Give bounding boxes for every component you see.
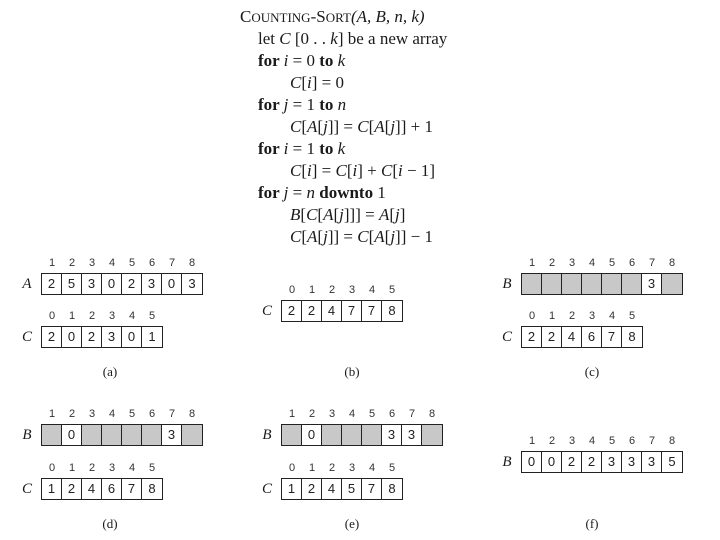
array-cell: 2: [542, 327, 562, 347]
array-cell: 3: [142, 274, 162, 294]
code-keyword: to: [319, 139, 338, 158]
array-index: 1: [68, 462, 76, 474]
array-cell: 5: [662, 452, 682, 472]
array-cell: 4: [562, 327, 582, 347]
code-line: [258, 94, 346, 116]
array-label: A: [22, 276, 32, 292]
panel-caption: (d): [102, 516, 118, 531]
array-cell: 0: [522, 452, 542, 472]
array-index: 3: [348, 284, 356, 296]
title-part: OUNTING: [251, 10, 311, 25]
code-keyword: to: [319, 51, 338, 70]
array-cell: 2: [42, 274, 62, 294]
array-index: 2: [308, 408, 316, 420]
array-index: 4: [348, 408, 356, 420]
array-cell: 2: [82, 327, 102, 347]
code-line: [258, 182, 386, 204]
array-index: 6: [628, 257, 636, 269]
array-cell: [562, 274, 582, 294]
panel-caption: (f): [585, 516, 599, 531]
code-token: ] be a new array: [337, 29, 448, 48]
array-index: 4: [368, 284, 376, 296]
code-token: ]: [399, 205, 406, 224]
code-token: B: [290, 205, 301, 224]
code-token: =: [288, 183, 307, 202]
array-cell: 2: [302, 479, 322, 499]
array-cell: 0: [122, 327, 142, 347]
array-cell: [582, 274, 602, 294]
array-cell: [82, 425, 102, 445]
array-cells: [281, 300, 403, 322]
code-token: C: [279, 29, 291, 48]
array-cell: 2: [122, 274, 142, 294]
code-token: A: [323, 205, 334, 224]
code-token: [: [392, 161, 399, 180]
array-cells: [41, 478, 163, 500]
code-line: [258, 138, 345, 160]
code-token: [: [300, 205, 307, 224]
array-index: 0: [288, 462, 296, 474]
code-line: [258, 28, 447, 50]
array-cell: [142, 425, 162, 445]
code-token: ]] − 1: [395, 227, 433, 246]
code-keyword: for: [258, 139, 284, 158]
array-cell: 2: [522, 327, 542, 347]
array-cells: [41, 424, 203, 446]
array-index: 1: [288, 408, 296, 420]
code-token: C: [357, 117, 369, 136]
code-keyword: for: [258, 95, 284, 114]
code-token: [0 . .: [290, 29, 331, 48]
array-cell: 7: [602, 327, 622, 347]
code-token: [: [384, 227, 391, 246]
code-keyword: for: [258, 51, 284, 70]
array-label: C: [501, 329, 512, 345]
array-index: 5: [628, 310, 636, 322]
array-cell: 4: [322, 301, 342, 321]
code-token: [: [301, 227, 308, 246]
code-token: n: [337, 95, 347, 114]
array-index: 6: [148, 257, 156, 269]
array-index: 7: [648, 435, 656, 447]
code-line: [290, 72, 344, 94]
array-cells: [521, 273, 683, 295]
code-keyword: for: [258, 183, 284, 202]
code-token: i: [283, 51, 289, 70]
array-cell: 0: [302, 425, 322, 445]
code-token: [: [368, 117, 375, 136]
array-index: 3: [568, 257, 576, 269]
array-cell: 1: [42, 479, 62, 499]
array-label: C: [261, 303, 272, 319]
code-token: ]] =: [327, 227, 358, 246]
array-index: 8: [188, 257, 196, 269]
array-cell: 3: [382, 425, 402, 445]
array-label: B: [502, 276, 512, 292]
array-index: 0: [528, 310, 536, 322]
code-token: ]] + 1: [395, 117, 433, 136]
array-cell: 1: [142, 327, 162, 347]
array-index: 2: [88, 462, 96, 474]
array-cell: 7: [362, 479, 382, 499]
array-cell: 2: [582, 452, 602, 472]
array-cell: 8: [382, 479, 402, 499]
array-index: 3: [108, 310, 116, 322]
panel-caption: (b): [344, 364, 360, 379]
array-cell: 0: [162, 274, 182, 294]
code-token: [: [389, 205, 396, 224]
panel-caption: (c): [584, 364, 600, 379]
array-cell: [282, 425, 302, 445]
array-cell: 4: [82, 479, 102, 499]
code-token: C: [381, 161, 393, 180]
array-index: 5: [128, 408, 136, 420]
array-index: 1: [308, 284, 316, 296]
array-cell: 8: [622, 327, 642, 347]
code-token: [: [384, 117, 391, 136]
array-index: 8: [188, 408, 196, 420]
array-index: 5: [148, 462, 156, 474]
code-token: let: [258, 29, 280, 48]
code-line: [290, 204, 405, 226]
array-index: 2: [548, 435, 556, 447]
array-cell: 7: [362, 301, 382, 321]
array-cell: 3: [162, 425, 182, 445]
code-token: i: [283, 139, 289, 158]
array-index: 3: [108, 462, 116, 474]
array-cell: 7: [342, 301, 362, 321]
array-index: 8: [668, 435, 676, 447]
code-line: [258, 50, 345, 72]
code-token: i: [352, 161, 358, 180]
array-index: 5: [148, 310, 156, 322]
code-token: [: [346, 161, 353, 180]
array-index: 1: [548, 310, 556, 322]
code-token: ] =: [311, 161, 336, 180]
code-token: A: [374, 117, 385, 136]
code-line: [290, 226, 433, 248]
array-cell: 5: [62, 274, 82, 294]
array-cell: 3: [642, 452, 662, 472]
code-token: C: [335, 161, 347, 180]
code-token: k: [337, 51, 346, 70]
array-cell: [602, 274, 622, 294]
array-cell: 0: [62, 327, 82, 347]
array-cell: [102, 425, 122, 445]
array-cell: 0: [542, 452, 562, 472]
array-cells: [521, 326, 643, 348]
array-cell: 0: [102, 274, 122, 294]
array-cell: 7: [122, 479, 142, 499]
array-cells: [41, 326, 163, 348]
array-index: 4: [608, 310, 616, 322]
code-token: j: [395, 205, 400, 224]
array-index: 2: [328, 284, 336, 296]
code-line: [290, 116, 433, 138]
array-index: 7: [168, 408, 176, 420]
array-cell: [362, 425, 382, 445]
code-token: C: [290, 117, 302, 136]
array-cell: 3: [402, 425, 422, 445]
array-index: 5: [388, 462, 396, 474]
panel-caption: (a): [102, 364, 118, 379]
array-index: 2: [88, 310, 96, 322]
array-index: 6: [628, 435, 636, 447]
array-cells: [41, 273, 203, 295]
array-cell: 3: [82, 274, 102, 294]
code-token: k: [330, 29, 338, 48]
array-label: C: [261, 481, 272, 497]
array-index: 3: [588, 310, 596, 322]
array-cells: [521, 451, 683, 473]
array-cell: 2: [562, 452, 582, 472]
title-part: ORT: [325, 10, 351, 25]
array-index: 2: [68, 408, 76, 420]
code-token: C: [290, 73, 302, 92]
array-index: 6: [148, 408, 156, 420]
array-index: 6: [388, 408, 396, 420]
array-cell: 1: [282, 479, 302, 499]
array-cell: 6: [102, 479, 122, 499]
array-index: 2: [68, 257, 76, 269]
array-index: 7: [408, 408, 416, 420]
code-token: n: [306, 183, 315, 202]
array-index: 3: [568, 435, 576, 447]
code-token: [: [317, 205, 324, 224]
code-token: ]]] =: [343, 205, 379, 224]
code-token: i: [398, 161, 403, 180]
code-token: [: [301, 73, 308, 92]
code-token: C: [290, 227, 302, 246]
array-label: C: [21, 481, 32, 497]
code-token: C: [357, 227, 369, 246]
array-index: 4: [128, 462, 136, 474]
code-token: j: [323, 117, 328, 136]
array-cells: [281, 424, 443, 446]
code-token: j: [283, 183, 289, 202]
array-cell: 3: [102, 327, 122, 347]
array-index: 4: [588, 257, 596, 269]
array-index: 4: [108, 408, 116, 420]
array-index: 4: [588, 435, 596, 447]
array-index: 2: [568, 310, 576, 322]
array-index: 8: [428, 408, 436, 420]
array-cell: 8: [382, 301, 402, 321]
array-index: 1: [48, 408, 56, 420]
array-index: 5: [368, 408, 376, 420]
array-label: B: [22, 427, 32, 443]
array-index: 3: [88, 408, 96, 420]
code-token: = 1: [288, 95, 320, 114]
code-keyword: downto: [319, 183, 378, 202]
code-keyword: to: [319, 95, 338, 114]
array-cell: 2: [302, 301, 322, 321]
array-index: 1: [528, 257, 536, 269]
array-index: 1: [68, 310, 76, 322]
code-token: j: [390, 117, 396, 136]
code-token: ] = 0: [311, 73, 344, 92]
array-cell: [122, 425, 142, 445]
array-cell: 4: [322, 479, 342, 499]
array-index: 7: [648, 257, 656, 269]
code-token: [: [301, 117, 308, 136]
array-cell: [622, 274, 642, 294]
code-token: C: [290, 161, 302, 180]
array-index: 4: [128, 310, 136, 322]
code-line: [290, 160, 435, 182]
array-cell: 3: [182, 274, 202, 294]
title-part: -: [310, 7, 317, 26]
code-token: j: [390, 227, 396, 246]
array-index: 4: [108, 257, 116, 269]
code-token: j: [323, 227, 328, 246]
array-cell: [662, 274, 682, 294]
array-cells: [281, 478, 403, 500]
code-token: C: [306, 205, 318, 224]
array-index: 4: [368, 462, 376, 474]
code-token: − 1]: [402, 161, 435, 180]
array-label: B: [262, 427, 272, 443]
array-cell: 3: [642, 274, 662, 294]
code-token: A: [307, 227, 318, 246]
code-token: i: [307, 161, 312, 180]
array-cell: 2: [282, 301, 302, 321]
array-index: 8: [668, 257, 676, 269]
array-label: B: [502, 454, 512, 470]
title-part: C: [240, 7, 252, 26]
code-token: = 0: [288, 51, 320, 70]
code-token: [: [301, 161, 308, 180]
array-index: 1: [308, 462, 316, 474]
array-index: 1: [528, 435, 536, 447]
array-cell: 8: [142, 479, 162, 499]
panel-caption: (e): [344, 516, 360, 531]
array-index: 0: [48, 310, 56, 322]
array-index: 5: [608, 435, 616, 447]
code-token: j: [283, 95, 289, 114]
title-part: S: [316, 7, 326, 26]
array-cell: 2: [42, 327, 62, 347]
array-cell: 3: [622, 452, 642, 472]
array-cell: [342, 425, 362, 445]
code-token: j: [339, 205, 344, 224]
code-token: 1: [377, 183, 386, 202]
array-index: 3: [328, 408, 336, 420]
array-cell: 3: [602, 452, 622, 472]
code-token: = 1: [288, 139, 320, 158]
array-index: 2: [328, 462, 336, 474]
title-params: (A, B, n, k): [350, 7, 425, 26]
array-cell: 5: [342, 479, 362, 499]
array-cell: [422, 425, 442, 445]
array-index: 5: [608, 257, 616, 269]
code-token: A: [307, 117, 318, 136]
code-token: [: [317, 227, 324, 246]
code-token: [: [368, 227, 375, 246]
array-cell: [182, 425, 202, 445]
code-token: i: [307, 73, 312, 92]
array-index: 3: [88, 257, 96, 269]
array-cell: 6: [582, 327, 602, 347]
array-index: 7: [168, 257, 176, 269]
array-index: 0: [288, 284, 296, 296]
array-index: 5: [128, 257, 136, 269]
array-index: 0: [48, 462, 56, 474]
array-cell: 0: [62, 425, 82, 445]
array-cell: 2: [62, 479, 82, 499]
array-cell: [522, 274, 542, 294]
code-token: ]] =: [327, 117, 358, 136]
array-label: C: [21, 329, 32, 345]
array-index: 5: [388, 284, 396, 296]
code-token: [: [333, 205, 340, 224]
code-token: k: [337, 139, 346, 158]
array-index: 1: [48, 257, 56, 269]
code-token: A: [378, 205, 390, 224]
array-cell: [322, 425, 342, 445]
code-token: ] +: [357, 161, 381, 180]
array-index: 2: [548, 257, 556, 269]
array-cell: [42, 425, 62, 445]
code-token: A: [374, 227, 385, 246]
algorithm-title: [240, 6, 425, 28]
code-token: [: [317, 117, 324, 136]
array-cell: [542, 274, 562, 294]
array-index: 3: [348, 462, 356, 474]
